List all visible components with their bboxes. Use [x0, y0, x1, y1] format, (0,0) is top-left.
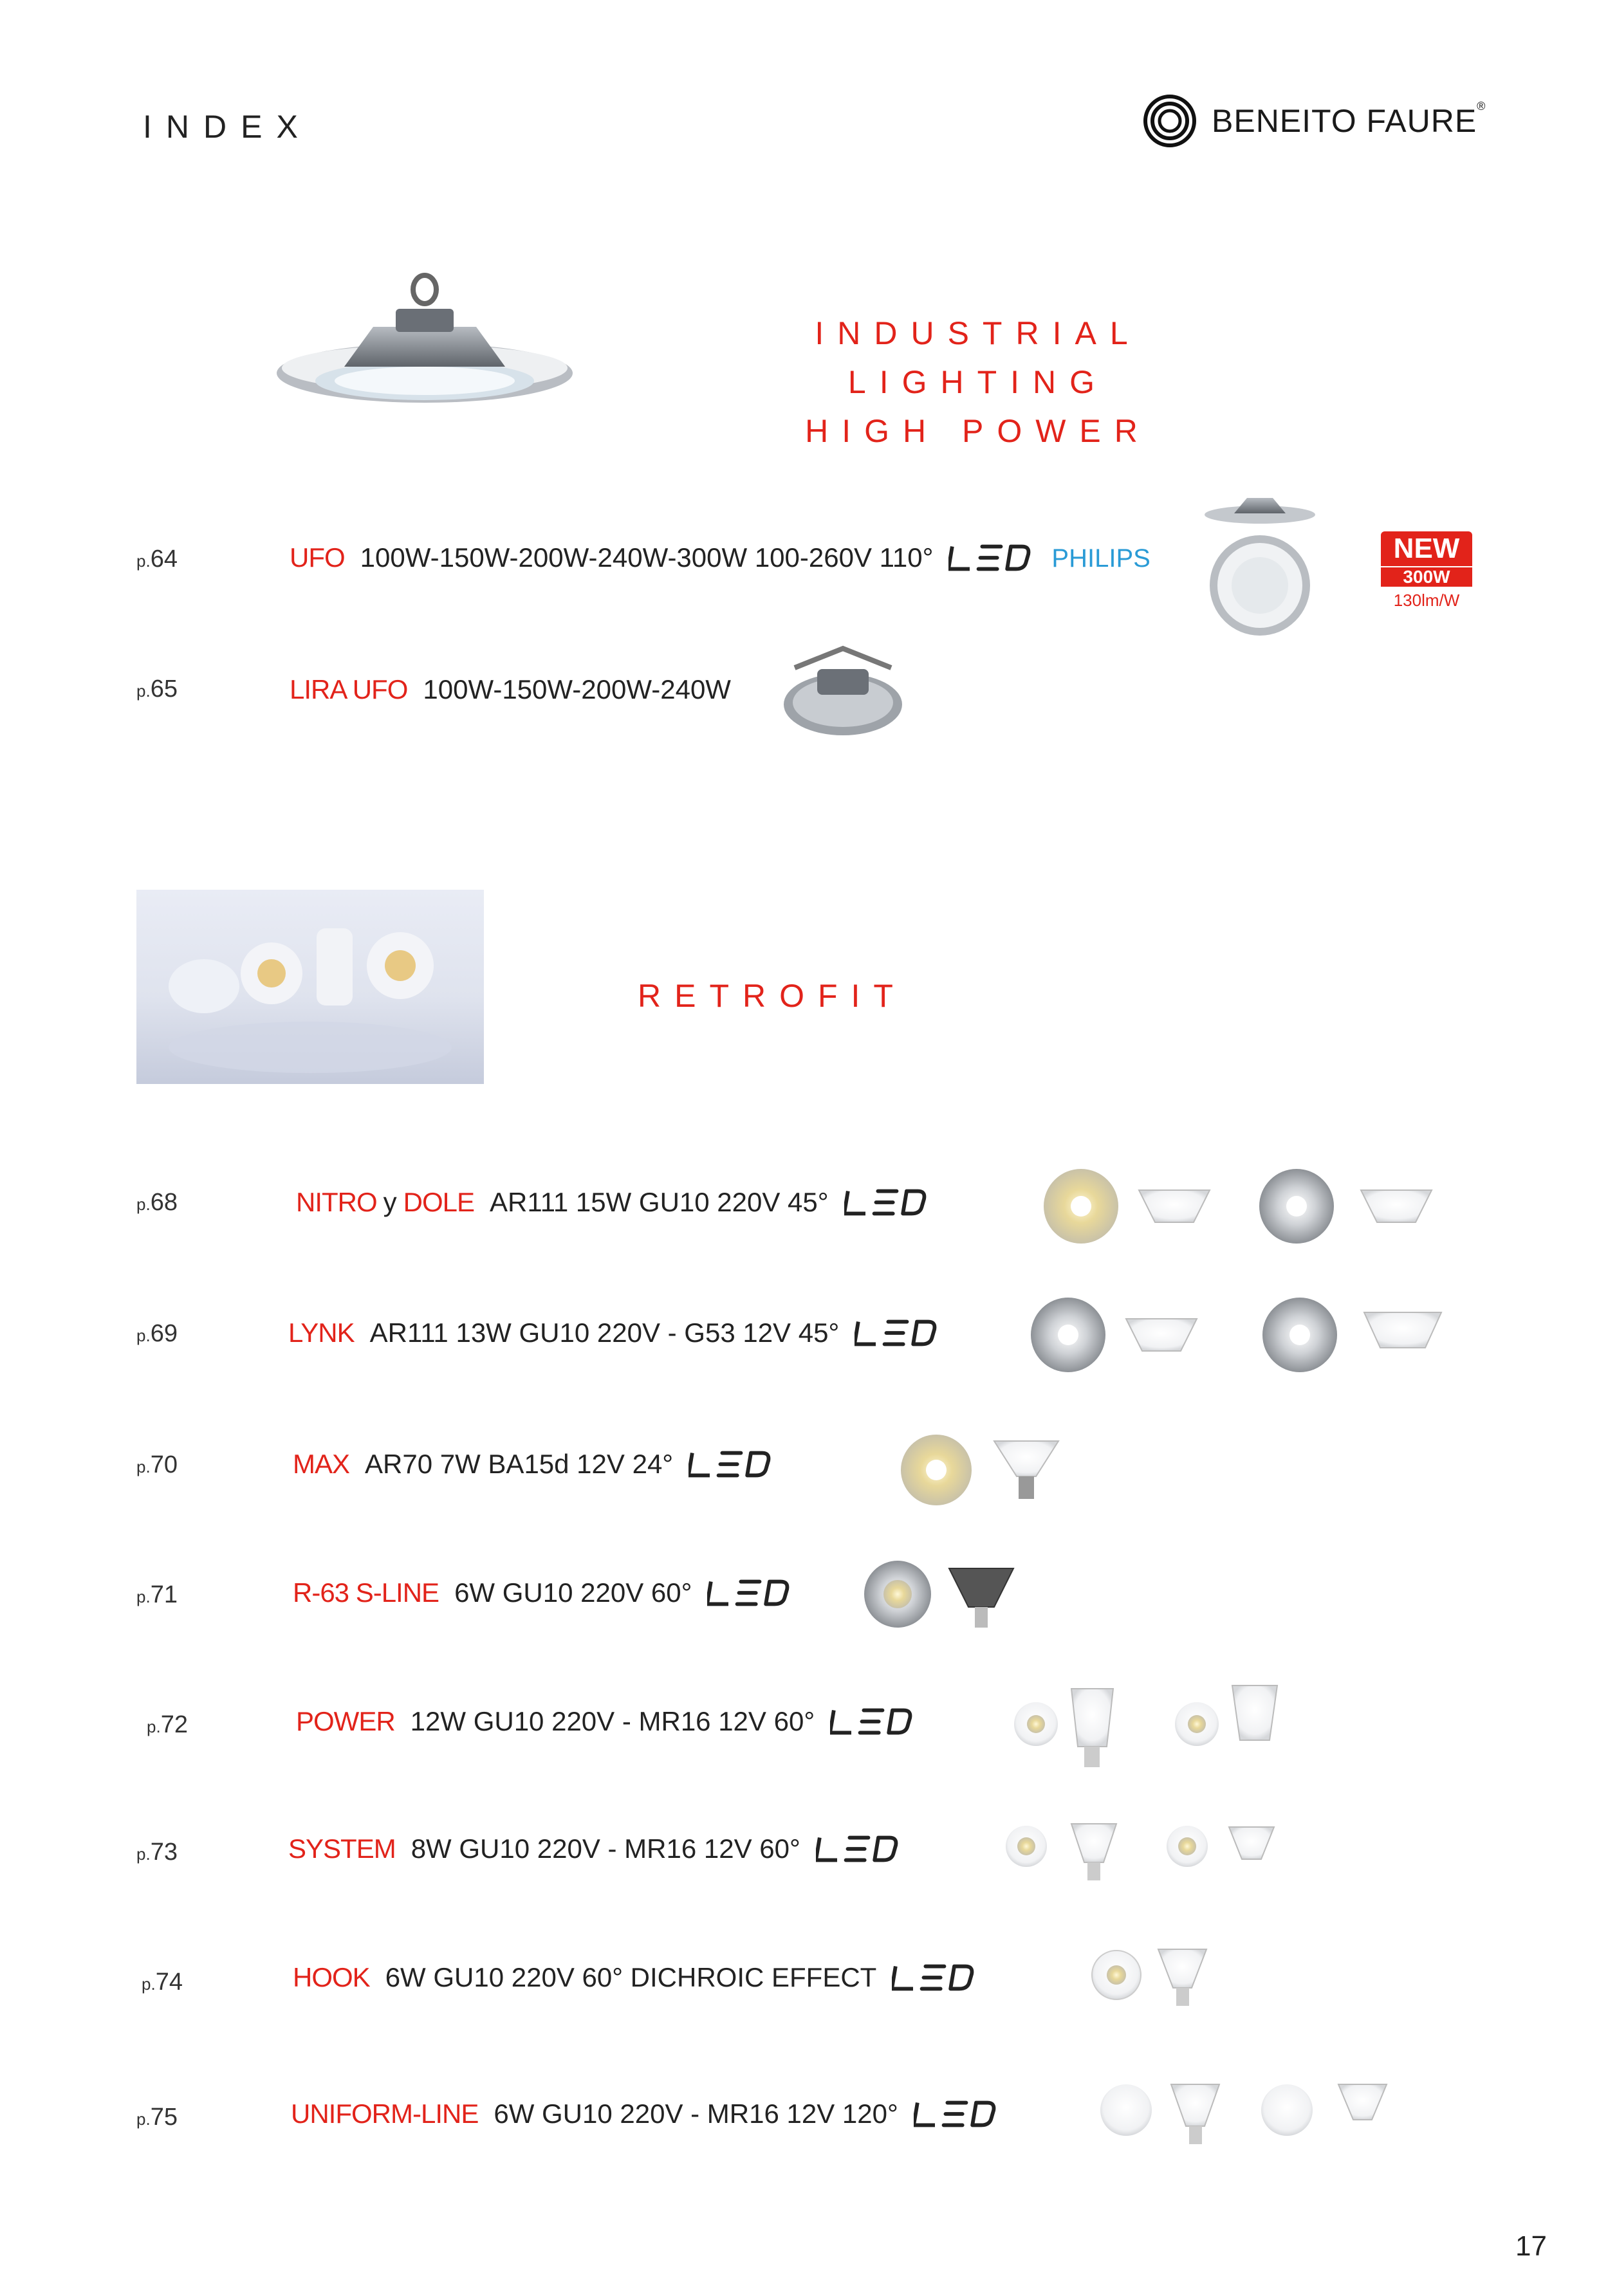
index-row-lira-ufo[interactable] [290, 674, 746, 705]
product-specs-max: AR70 7W BA15d 12V 24° [365, 1449, 674, 1479]
uniform-line-images [1094, 2075, 1396, 2158]
product-name-dole: DOLE [403, 1187, 475, 1217]
led-logo-icon [948, 544, 1032, 572]
r63-sline-images [862, 1556, 1023, 1639]
philips-label: PHILIPS [1051, 544, 1151, 573]
index-row-lynk[interactable] [288, 1318, 938, 1348]
product-name-uniform-line: UNIFORM-LINE [291, 2099, 479, 2129]
product-name-lynk: LYNK [288, 1318, 355, 1348]
brand-ring-icon [1142, 93, 1197, 149]
badge-efficiency-text: 130lm/W [1393, 591, 1460, 610]
index-row-uniform-line[interactable] [291, 2099, 997, 2129]
ufo-hero-image [270, 270, 579, 418]
max-images [898, 1428, 1065, 1512]
product-specs-ufo: 100W-150W-200W-240W-300W 100-260V 110° [360, 542, 934, 573]
product-name-lira-ufo: LIRA UFO [290, 674, 408, 704]
lynk-images [1030, 1293, 1506, 1377]
page-ref-70: p.70 [136, 1451, 178, 1478]
section-industrial-line1: INDUSTRIAL LIGHTING [815, 315, 1141, 400]
page-number: 17 [1515, 2230, 1547, 2262]
page-ref-72: p.72 [147, 1711, 188, 1738]
product-name-power: POWER [296, 1706, 395, 1736]
page-ref-69: p.69 [136, 1320, 178, 1347]
product-name-ufo: UFO [290, 542, 345, 573]
index-row-max[interactable] [293, 1449, 772, 1480]
led-logo-icon [892, 1963, 975, 1992]
badge-power-text: 300W [1381, 566, 1472, 587]
product-specs-uniform-line: 6W GU10 220V - MR16 12V 120° [494, 2099, 898, 2129]
product-specs-nitro-dole: AR111 15W GU10 220V 45° [490, 1187, 829, 1217]
product-specs-r63-sline: 6W GU10 220V 60° [454, 1577, 692, 1608]
section-industrial-line2: HIGH POWER [805, 413, 1151, 449]
page-ref-64: p.64 [136, 546, 178, 573]
index-row-r63-sline[interactable] [293, 1577, 791, 1608]
page-ref-73: p.73 [136, 1839, 178, 1866]
brand-registered-mark: ® [1477, 100, 1486, 113]
retrofit-hero-image [136, 890, 484, 1084]
led-logo-icon [830, 1707, 914, 1736]
product-connector: y [383, 1187, 397, 1217]
product-specs-power: 12W GU10 220V - MR16 12V 60° [410, 1706, 815, 1736]
power-images [1010, 1682, 1293, 1772]
system-images [1001, 1817, 1284, 1895]
section-retrofit-title: RETROFIT [638, 978, 907, 1014]
product-name-hook: HOOK [293, 1962, 370, 1992]
hook-images [1087, 1943, 1216, 2020]
product-name-max: MAX [293, 1449, 350, 1479]
led-logo-icon [707, 1579, 791, 1607]
brand-name: BENEITO FAURE [1212, 103, 1477, 139]
index-title: INDEX [143, 109, 312, 145]
page-ref-74: p.74 [142, 1969, 183, 1996]
product-specs-lira-ufo: 100W-150W-200W-240W [423, 674, 731, 704]
section-industrial-title [708, 309, 1248, 455]
led-logo-icon [688, 1450, 772, 1478]
led-logo-icon [844, 1188, 928, 1217]
led-logo-icon [855, 1319, 938, 1347]
index-row-nitro-dole[interactable] [296, 1187, 928, 1218]
index-row-hook[interactable] [293, 1962, 975, 1993]
page-ref-68: p.68 [136, 1189, 178, 1216]
product-specs-lynk: AR111 13W GU10 220V - G53 12V 45° [369, 1318, 840, 1348]
led-logo-icon [914, 2100, 997, 2128]
index-row-ufo[interactable] [290, 542, 1151, 573]
product-name-r63-sline: R-63 S-LINE [293, 1577, 439, 1608]
new-badge [1381, 531, 1472, 611]
index-row-power[interactable] [296, 1706, 914, 1737]
product-specs-system: 8W GU10 220V - MR16 12V 60° [411, 1833, 800, 1864]
badge-new-text: NEW [1381, 531, 1472, 566]
lira-ufo-image [779, 643, 907, 740]
product-name-system: SYSTEM [288, 1833, 396, 1864]
ufo-thumbnail-image [1202, 489, 1318, 637]
brand-logo [1142, 93, 1486, 149]
page-ref-75: p.75 [136, 2104, 178, 2131]
index-row-system[interactable] [288, 1833, 900, 1864]
page-ref-65: p.65 [136, 675, 178, 703]
page-ref-71: p.71 [136, 1581, 178, 1608]
product-specs-hook: 6W GU10 220V 60° DICHROIC EFFECT [385, 1962, 877, 1992]
led-logo-icon [816, 1835, 900, 1863]
product-name-nitro: NITRO [296, 1187, 377, 1217]
nitro-dole-images [1042, 1164, 1506, 1248]
